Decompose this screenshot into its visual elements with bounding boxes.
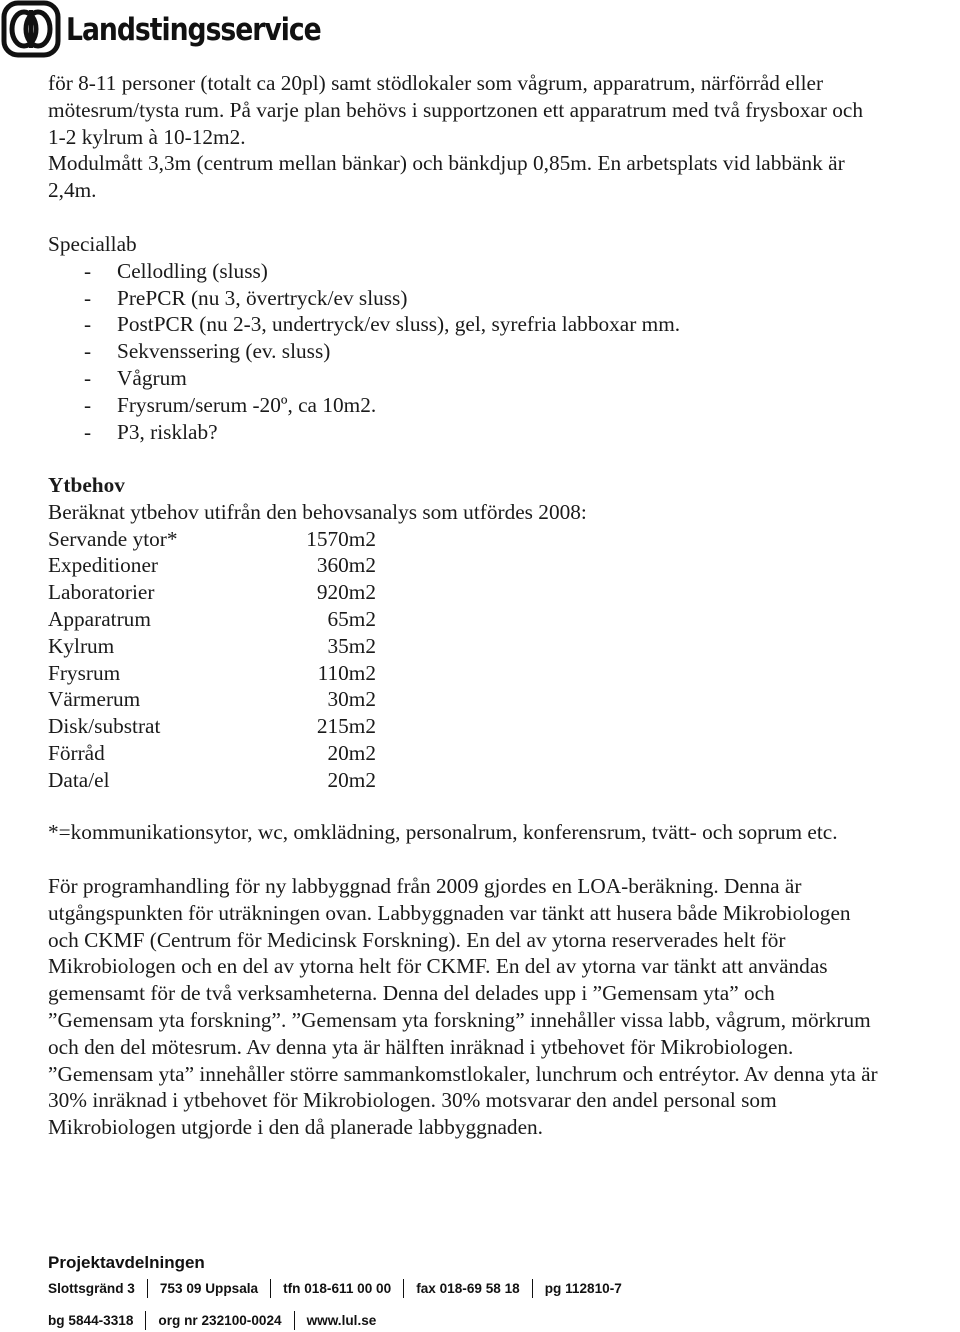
table-row <box>48 633 960 660</box>
intro-line: mötesrum/tysta rum. På varje plan behövs i supportzonen ett apparatrum med två frysboxar och <box>48 97 863 122</box>
table-row <box>48 767 960 794</box>
list-item <box>48 285 960 312</box>
footer-orgnr: org nr 232100-0024 <box>158 1313 282 1328</box>
footer-registry-line <box>48 1311 376 1330</box>
area-name: Expeditioner <box>48 553 158 578</box>
list-dash: - <box>84 392 92 417</box>
list-item <box>48 365 960 392</box>
list-item-text: Frysrum/serum -20º, ca 10m2. <box>117 392 377 417</box>
area-value: 215m2 <box>316 714 376 739</box>
area-name: Servande ytor* <box>48 526 178 551</box>
list-item <box>48 258 960 285</box>
footer-divider <box>147 1279 148 1298</box>
list-dash: - <box>84 365 92 390</box>
program-line: För programhandling för ny labbyggnad från 2009 gjordes en LOA-beräkning. Denna är <box>48 874 802 898</box>
brand-name: Landstingsservice <box>66 12 321 48</box>
area-value: 920m2 <box>316 580 376 605</box>
footer-street: Slottsgränd 3 <box>48 1281 135 1296</box>
list-dash: - <box>84 312 92 337</box>
speciallab-section <box>48 231 960 445</box>
area-value: 30m2 <box>327 687 376 712</box>
list-item-text: Vågrum <box>117 365 187 390</box>
area-table <box>48 526 960 794</box>
area-value: 35m2 <box>327 633 376 658</box>
footer-phone: tfn 018-611 00 00 <box>283 1281 392 1296</box>
landstingsservice-logo-icon <box>0 0 62 58</box>
footer-title: Projektavdelningen <box>48 1253 205 1272</box>
program-line: 30% inräknad i ytbehovet för Mikrobiologen. 30% motsvarar den andel personal som <box>48 1088 777 1113</box>
area-name: Förråd <box>48 740 105 765</box>
intro-line: för 8-11 personer (totalt ca 20pl) samt stödlokaler som vågrum, apparatrum, närförråd eller <box>48 71 824 95</box>
program-paragraph <box>48 873 960 1141</box>
area-name: Värmerum <box>48 687 141 712</box>
program-line: Mikrobiologen och en del av ytorna helt för CKMF. En del av ytorna var tänkt att användas <box>48 954 828 979</box>
list-dash: - <box>84 285 92 310</box>
speciallab-list <box>48 258 960 446</box>
ytbehov-intro: Beräknat ytbehov utifrån den behovsanalys som utfördes 2008: <box>48 499 587 524</box>
area-value: 20m2 <box>327 767 376 792</box>
intro-paragraph <box>48 70 960 204</box>
table-row <box>48 579 960 606</box>
speciallab-title: Speciallab <box>48 232 137 256</box>
program-line: gemensamt för de två verksamheterna. Denna del delades upp i ”Gemensam yta” och <box>48 981 775 1006</box>
table-row <box>48 686 960 713</box>
list-item <box>48 311 960 338</box>
table-row <box>48 660 960 687</box>
list-dash: - <box>84 339 92 364</box>
footer-divider <box>145 1311 146 1330</box>
footer-divider <box>294 1311 295 1330</box>
footer-website-link[interactable]: www.lul.se <box>306 1313 377 1328</box>
area-value: 20m2 <box>327 740 376 765</box>
list-item-text: Cellodling (sluss) <box>117 258 268 283</box>
program-line: och CKMF (Centrum för Medicinsk Forskning). En del av ytorna reserverades helt för <box>48 927 786 952</box>
area-value: 1570m2 <box>306 526 376 551</box>
footer-city: 753 09 Uppsala <box>159 1281 259 1296</box>
list-dash: - <box>84 419 92 444</box>
program-line: ”Gemensam yta forskning”. ”Gemensam yta forskning” innehåller vissa labb, vågrum, mörkrum <box>48 1007 871 1032</box>
area-value: 110m2 <box>317 660 376 685</box>
footer-divider <box>403 1279 404 1298</box>
area-name: Laboratorier <box>48 580 155 605</box>
footer-bg: bg 5844-3318 <box>48 1313 134 1328</box>
list-item <box>48 392 960 419</box>
program-line: utgångspunkten för uträkningen ovan. Labbyggnaden var tänkt att husera både Mikrobiologen <box>48 900 851 925</box>
area-name: Data/el <box>48 767 110 792</box>
ytbehov-section <box>48 472 960 794</box>
table-row <box>48 713 960 740</box>
intro-line: Modulmått 3,3m (centrum mellan bänkar) och bänkdjup 0,85m. En arbetsplats vid labbänk är <box>48 151 845 176</box>
table-row <box>48 740 960 767</box>
list-item <box>48 338 960 365</box>
ytbehov-heading: Ytbehov <box>48 473 125 497</box>
list-item-text: PostPCR (nu 2-3, undertryck/ev sluss), gel, syrefria labboxar mm. <box>117 312 681 337</box>
footer-address-line <box>48 1279 622 1298</box>
list-item-text: P3, risklab? <box>117 419 218 444</box>
area-value: 360m2 <box>316 553 376 578</box>
table-row <box>48 526 960 553</box>
area-value: 65m2 <box>327 606 376 631</box>
list-dash: - <box>84 258 92 283</box>
ytbehov-footnote: *=kommunikationsytor, wc, omklädning, personalrum, konferensrum, tvätt- och soprum etc. <box>48 820 838 844</box>
intro-line: 2,4m. <box>48 178 97 203</box>
intro-line: 1-2 kylrum à 10-12m2. <box>48 124 246 149</box>
area-name: Disk/substrat <box>48 714 161 739</box>
footer-fax: fax 018-69 58 18 <box>416 1281 520 1296</box>
list-item-text: PrePCR (nu 3, övertryck/ev sluss) <box>117 285 408 310</box>
program-line: Mikrobiologen utgjorde i den då planerade labbyggnaden. <box>48 1115 544 1140</box>
footer-divider <box>532 1279 533 1298</box>
footer-divider <box>270 1279 271 1298</box>
area-name: Apparatrum <box>48 606 151 631</box>
list-item <box>48 419 960 446</box>
footer-pg: pg 112810-7 <box>544 1281 622 1296</box>
program-line: och den del mötesrum. Av denna yta är hälften inräknad i ytbehovet för Mikrobiologen. <box>48 1034 794 1059</box>
program-line: ”Gemensam yta” innehåller större sammankomstlokaler, lunchrum och entréytor. Av denna yta är <box>48 1061 878 1086</box>
area-name: Kylrum <box>48 633 115 658</box>
list-item-text: Sekvenssering (ev. sluss) <box>117 339 331 364</box>
header-logo <box>0 0 362 58</box>
area-name: Frysrum <box>48 660 121 685</box>
table-row <box>48 552 960 579</box>
table-row <box>48 606 960 633</box>
